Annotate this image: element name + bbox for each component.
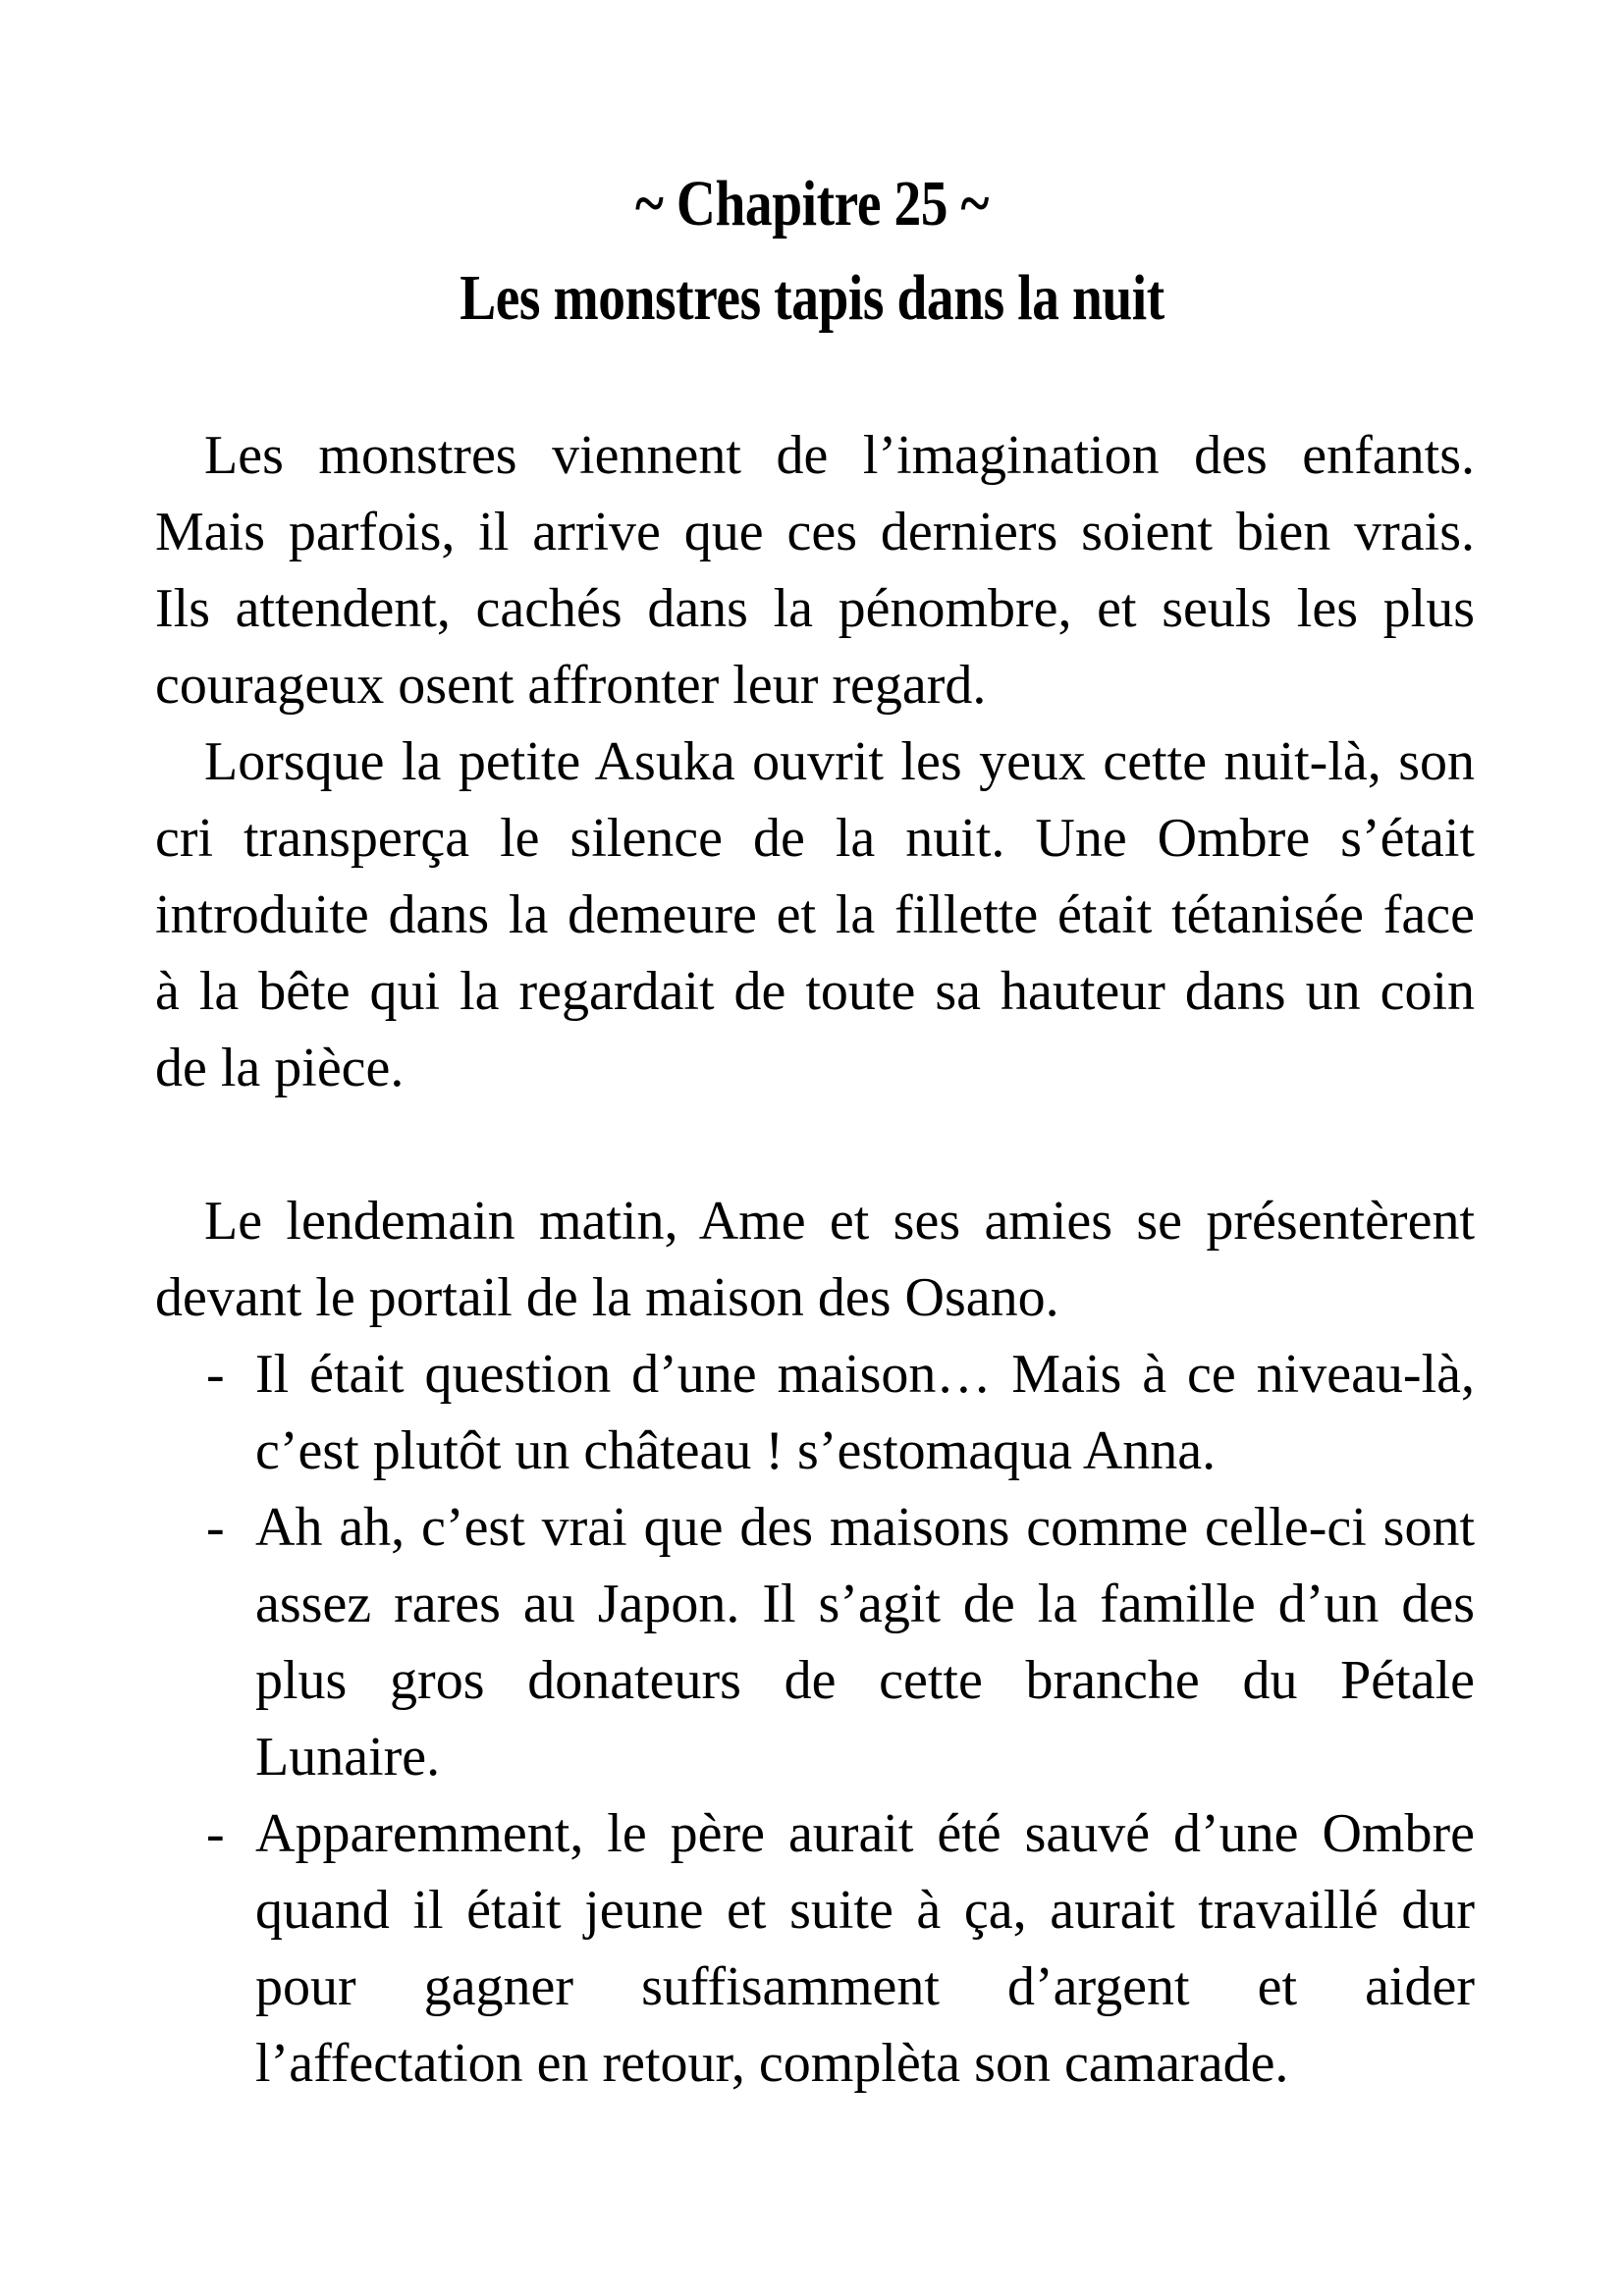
text-line	[155, 1336, 1475, 1413]
dialogue-dash: -	[206, 1803, 225, 1864]
text-line	[155, 2025, 1475, 2102]
paragraph	[155, 417, 1475, 723]
dialogue-item	[155, 1489, 1475, 1795]
chapter-body	[155, 417, 1475, 2102]
dialogue-text: Lunaire.	[255, 1727, 441, 1788]
text-line	[155, 1949, 1475, 2025]
dialogue-text: plus gros donateurs de cette branche du Pétale	[255, 1650, 1475, 1711]
text-line	[155, 1566, 1475, 1642]
text-line	[155, 1489, 1475, 1566]
dialogue-text: assez rares au Japon. Il s’agit de la famille d’un des	[255, 1574, 1475, 1634]
dialogue-text: l’affectation en retour, complèta son camarade.	[255, 2033, 1289, 2094]
scene-break	[155, 1106, 1475, 1183]
chapter-number: ~ Chapitre 25 ~	[635, 168, 989, 240]
text-line: cri transperça le silence de la nuit. Une Ombre s’était	[155, 808, 1475, 869]
chapter-heading	[0, 157, 1624, 346]
dialogue-item	[155, 1336, 1475, 1489]
paragraph	[155, 723, 1475, 1106]
text-line	[155, 1872, 1475, 1949]
dialogue-dash: -	[206, 1497, 225, 1558]
dialogue-text: Ah ah, c’est vrai que des maisons comme celle-ci sont	[255, 1497, 1475, 1558]
dialogue-text: pour gagner suffisamment d’argent et aider	[255, 1956, 1475, 2017]
text-line: Le lendemain matin, Ame et ses amies se présentèrent	[204, 1191, 1475, 1252]
text-line	[155, 1719, 1475, 1795]
text-line: introduite dans la demeure et la fillette était tétanisée face	[155, 884, 1475, 945]
text-line	[155, 1413, 1475, 1489]
text-line: à la bête qui la regardait de toute sa hauteur dans un coin	[155, 961, 1475, 1022]
text-line: de la pièce.	[155, 1038, 405, 1098]
text-line	[155, 1795, 1475, 1872]
text-line: Mais parfois, il arrive que ces derniers soient bien vrais.	[155, 502, 1475, 562]
chapter-title: Les monstres tapis dans la nuit	[460, 262, 1164, 334]
text-line: Ils attendent, cachés dans la pénombre, et seuls les plus	[155, 578, 1475, 639]
dialogue-text: c’est plutôt un château ! s’estomaqua Anna.	[255, 1420, 1217, 1481]
dialogue-item	[155, 1795, 1475, 2102]
text-line: courageux osent affronter leur regard.	[155, 655, 987, 716]
text-line: Lorsque la petite Asuka ouvrit les yeux cette nuit-là, son	[204, 731, 1475, 792]
dialogue-dash: -	[206, 1344, 225, 1405]
dialogue-text: Apparemment, le père aurait été sauvé d’une Ombre	[255, 1803, 1475, 1864]
text-line: Les monstres viennent de l’imagination des enfants.	[204, 425, 1475, 486]
paragraph	[155, 1183, 1475, 1336]
dialogue-text: quand il était jeune et suite à ça, aurait travaillé dur	[255, 1880, 1475, 1941]
text-line	[155, 1642, 1475, 1719]
text-line: devant le portail de la maison des Osano.	[155, 1267, 1059, 1328]
dialogue-text: Il était question d’une maison… Mais à ce niveau-là,	[255, 1344, 1475, 1405]
